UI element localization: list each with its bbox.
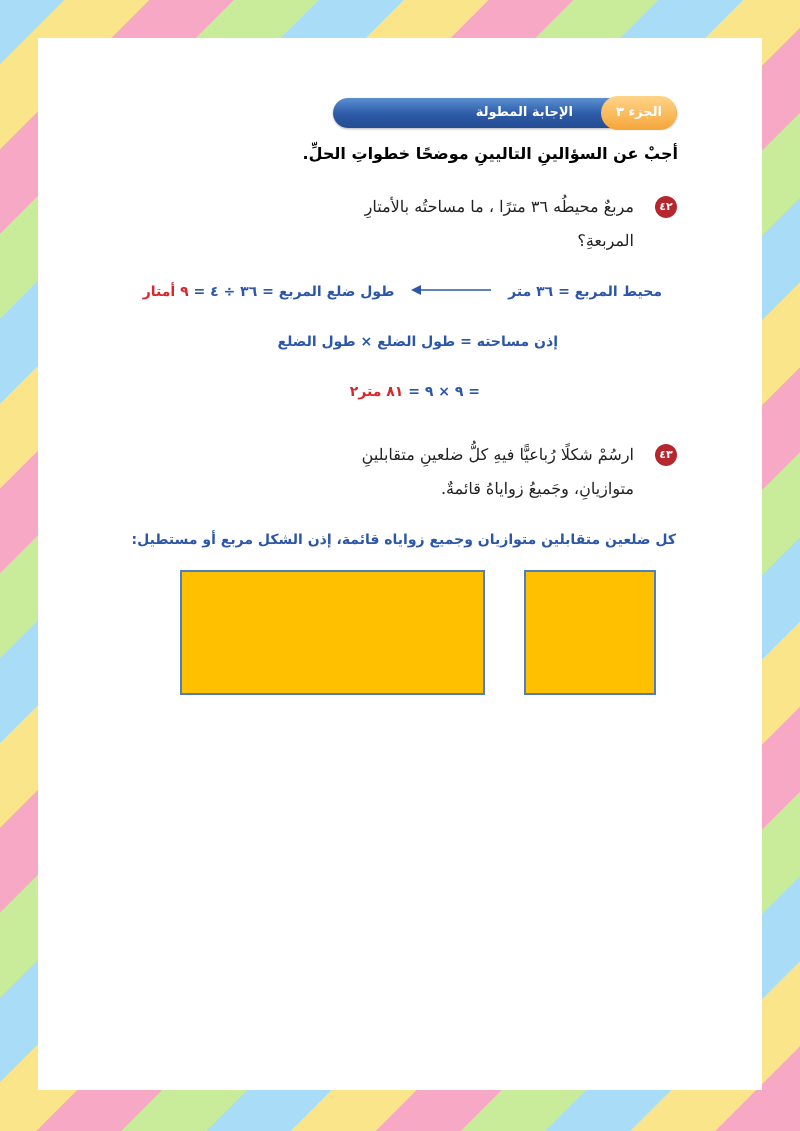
- question-43-line-2: متوازيانِ، وجَميعُ زواياهُ قائمةٌ.: [440, 479, 634, 498]
- square-shape: [524, 570, 656, 695]
- instructions-text: أجبْ عن السؤالينِ التاليينِ موضحًا خطواتِ الحلِّ.: [302, 144, 678, 163]
- solution-42-line-3: [350, 384, 480, 400]
- question-43-text: [214, 438, 634, 506]
- answer-43-text: كل ضلعين متقابلين متوازيان وجميع زواياه قائمة، إذن الشكل مربع أو مستطيل:: [131, 532, 676, 548]
- question-42-line-2: المربعةِ؟: [577, 231, 634, 250]
- question-43-line-1: ارسُمْ شكلًا رُباعيًّا فيهِ كلُّ ضلعينِ متقابلينِ: [361, 445, 634, 464]
- side-length-text: طول ضلع المربع = ٣٦ ÷ ٤ =: [193, 284, 395, 300]
- solution-42-line-1: [143, 284, 662, 300]
- question-42-line-1: مربعٌ محيطُه ٣٦ مترًا ، ما مساحتُه بالأمتارِ: [364, 197, 634, 216]
- side-length-result: ٩ أمتار: [142, 284, 189, 300]
- area-calculation: = ٩ × ٩ =: [408, 384, 480, 400]
- area-formula-text: إذن مساحته = طول الضلع × طول الضلع: [277, 334, 558, 350]
- question-42-text: [214, 190, 634, 258]
- part-label: الجزء ٣: [601, 96, 677, 130]
- perimeter-text: محيط المربع = ٣٦ متر: [508, 284, 662, 300]
- section-header: [333, 98, 677, 128]
- question-43-badge: ٤٣: [655, 444, 677, 466]
- worksheet-page: [38, 38, 762, 1090]
- section-title: الإجابة المطولة: [475, 105, 573, 120]
- rectangle-shape: [180, 570, 485, 695]
- question-42-badge: ٤٢: [655, 196, 677, 218]
- arrow-left-icon: [411, 284, 491, 300]
- area-result: ٨١ متر٢: [349, 384, 404, 400]
